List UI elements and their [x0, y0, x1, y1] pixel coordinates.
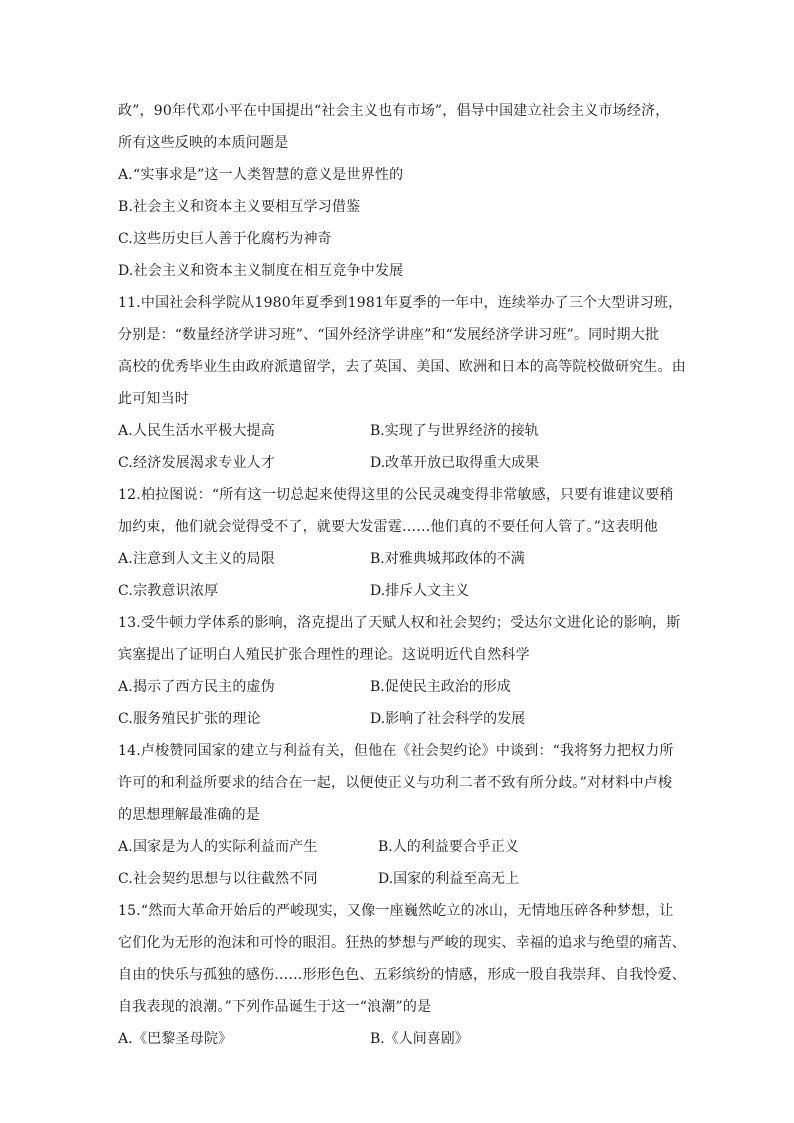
q15-stem-line-4: 自我表现的浪潮。”下列作品诞生于这一“浪潮”的是 — [118, 999, 432, 1015]
q10-option-a: A.“实事求是”这一人类智慧的意义是世界性的 — [118, 167, 404, 183]
q13-option-c: C.服务殖民扩张的理论 — [118, 711, 261, 727]
q11-option-c: C.经济发展渴求专业人才 — [118, 455, 276, 471]
q13-option-d: D.影响了社会科学的发展 — [370, 711, 526, 727]
q15-stem-line-1: 15.“然而大革命开始后的严峻现实，又像一座巍然屹立的冰山，无情地压碎各种梦想，让 — [118, 903, 674, 919]
q15-stem-line-3: 自由的快乐与孤独的感伤……形形色色、五彩缤纷的情感，形成一股自我崇拜、自我怜爱、 — [118, 967, 686, 983]
q12-option-b: B.对雅典城邦政体的不满 — [370, 551, 525, 567]
q14-stem-line-3: 的思想理解最准确的是 — [118, 807, 260, 823]
q12-option-c: C.宗教意识浓厚 — [118, 583, 219, 599]
q12-option-a: A.注意到人文主义的局限 — [118, 551, 275, 567]
q10-option-d: D.社会主义和资本主义制度在相互竞争中发展 — [118, 263, 404, 279]
q11-option-a: A.人民生活水平极大提高 — [118, 423, 275, 439]
q12-option-d: D.排斥人文主义 — [370, 583, 470, 599]
q13-stem-line-1: 13.受牛顿力学体系的影响，洛克提出了天赋人权和社会契约；受达尔文进化论的影响，斯 — [118, 615, 681, 631]
q15-option-b: B.《人间喜剧》 — [370, 1031, 469, 1047]
q14-stem-line-2: 许可的和利益所要求的结合在一起，以便使正义与功利二者不致有所分歧。”对材料中卢梭 — [118, 775, 673, 791]
q11-stem-line-4: 此可知当时 — [118, 391, 189, 407]
q10-stem-line-2: 所有这些反映的本质问题是 — [118, 135, 289, 151]
q11-option-b: B.实现了与世界经济的接轨 — [370, 423, 539, 439]
q14-option-c: C.社会契约思想与以往截然不同 — [118, 871, 318, 887]
q11-option-d: D.改革开放已取得重大成果 — [370, 455, 540, 471]
q14-option-a: A.国家是为人的实际利益而产生 — [118, 839, 318, 855]
q11-stem-line-1: 11.中国社会科学院从1980年夏季到1981年夏季的一年中，连续举办了三个大型讲习班， — [118, 295, 683, 311]
q13-option-b: B.促使民主政治的形成 — [370, 679, 511, 695]
q12-stem-line-1: 12.柏拉图说：“所有这一切总起来使得这里的公民灵魂变得非常敏感，只要有谁建议要稍 — [118, 487, 674, 503]
q12-stem-line-2: 加约束，他们就会觉得受不了，就要大发雷霆……他们真的不要任何人管了。”这表明他 — [118, 519, 658, 535]
q15-option-a: A.《巴黎圣母院》 — [118, 1031, 233, 1047]
q10-option-c: C.这些历史巨人善于化腐朽为神奇 — [118, 231, 332, 247]
q14-option-b: B.人的利益要合乎正义 — [378, 839, 519, 855]
q11-stem-line-2: 分别是：“数量经济学讲习班”、“国外经济学讲座”和“发展经济学讲习班”。同时期大批 — [118, 327, 660, 343]
q14-option-d: D.国家的利益至高无上 — [378, 871, 520, 887]
q13-option-a: A.揭示了西方民主的虚伪 — [118, 679, 275, 695]
q13-stem-line-2: 宾塞提出了证明白人殖民扩张合理性的理论。这说明近代自然科学 — [118, 647, 530, 663]
q15-stem-line-2: 它们化为无形的泡沫和可怜的眼泪。狂热的梦想与严峻的现实、幸福的追求与绝望的痛苦、 — [118, 935, 686, 951]
q11-stem-line-3: 高校的优秀毕业生由政府派遣留学，去了英国、美国、欧洲和日本的高等院校做研究生。由 — [118, 359, 686, 375]
q14-stem-line-1: 14.卢梭赞同国家的建立与利益有关，但他在《社会契约论》中谈到：“我将努力把权力所 — [118, 743, 674, 759]
q10-stem-line-1: 政”，90年代邓小平在中国提出“社会主义也有市场”，倡导中国建立社会主义市场经济， — [118, 103, 670, 119]
q10-option-b: B.社会主义和资本主义要相互学习借鉴 — [118, 199, 361, 215]
